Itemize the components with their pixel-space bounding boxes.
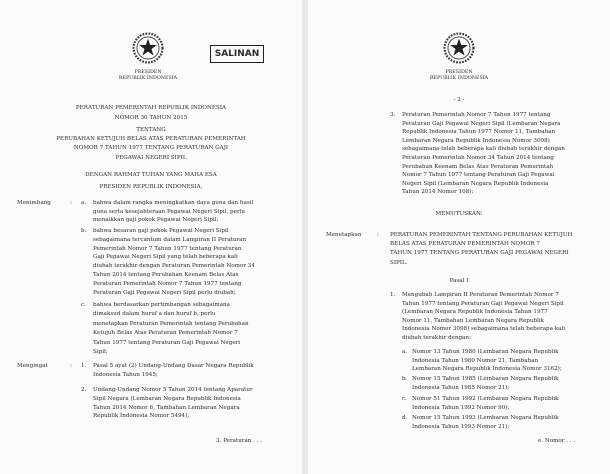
text-line: SIPIL.	[390, 259, 408, 266]
text-line: Tahun 2014 Nomor 108);	[402, 189, 474, 196]
text-line: bahwa berdasarkan pertimbangan sebagaimana	[93, 302, 230, 308]
title-line: PERUBAHAN KETUJUH BELAS ATAS PERATURAN PEMERINTAH	[56, 136, 246, 142]
text-line: Nomor 11, Tambahan Lembaran Negara Republik	[402, 317, 545, 324]
title-line: TENTANG	[136, 127, 166, 133]
title-line: NOMOR 30 TAHUN 2015	[114, 115, 188, 121]
garuda-star-emblem-icon	[442, 31, 476, 65]
text-line: Indonesia Nomor 3098) sebagaimana telah beberapa kali	[402, 326, 566, 333]
text-line: menetapkan Peraturan Pemerintah tentang Perubahan	[93, 320, 249, 327]
page-footer: e. Nomor . . .	[538, 438, 576, 444]
text-line: BELAS ATAS PERATURAN PEMERINTAH NOMOR 7	[390, 241, 540, 248]
menetapkan-label: Menetapkan	[326, 232, 362, 238]
text-line: sebagaimana tercantum dalam Lampiran II Peraturan	[93, 236, 247, 243]
republik-label: REPUBLIK INDONESIA	[429, 76, 489, 81]
item-label: c.	[81, 302, 86, 308]
text-line: Peraturan Pemerintah Nomor 7 Tahun 1977 tentang	[93, 280, 242, 287]
item-label: a.	[81, 200, 87, 206]
rahmat-line: DENGAN RAHMAT TUHAN YANG MAHA ESA	[85, 172, 217, 178]
text-line: Indonesia Tahun 1993 Nomor 21);	[412, 423, 510, 430]
text-line: Peraturan Pemerintah Nomor 7 Tahun 1977 tentang	[402, 112, 551, 118]
text-line: Lembaran Negara Republik Indonesia Nomor 3162);	[412, 366, 562, 373]
text-line: dimaksud dalam huruf a dan huruf b, perlu	[93, 311, 216, 318]
text-line: Tahun 1977 tentang Peraturan Gaji Pegawai Negeri	[93, 339, 241, 346]
text-line: Nomor 51 Tahun 1992 (Lembaran Negara Republik	[412, 396, 559, 402]
text-line: Negeri Sipil (Lembaran Negara Republik Indonesia	[402, 180, 549, 187]
text-line: diubah terakhir dengan:	[402, 335, 471, 341]
document-page-1	[0, 0, 302, 474]
text-line: bahwa dalam rangka meningkatkan daya guna dan hasil	[93, 200, 254, 206]
text-line: Peraturan Pemerintah Nomor 34 Tahun 2014 tentang	[402, 155, 554, 161]
text-line: guna serta kesejahteraan Pegawai Negeri Sipil, perlu	[93, 208, 246, 215]
republik-label: REPUBLIK INDONESIA	[118, 76, 178, 81]
title-line: PEGAWAI NEGERI SIPIL	[115, 155, 187, 161]
presiden-label: PRESIDEN	[134, 70, 162, 75]
text-line: PERATURAN PEMERINTAH TENTANG PERUBAHAN KETUJUH	[390, 232, 573, 238]
text-line: Tahun 2014 Nomor 6, Tambahan Lembaran Negara	[93, 404, 240, 411]
text-line: Lembaran Negara Republik Indonesia Nomor 3098)	[402, 137, 550, 144]
sub-item-label: d.	[402, 415, 408, 421]
text-line: Nomor 13 Tahun 1980 (Lembaran Negara Republik	[412, 349, 559, 355]
presiden-ri-line: PRESIDEN REPUBLIK INDONESIA,	[99, 184, 203, 190]
colon: :	[377, 232, 379, 238]
text-line: Gaji Pegawai Negeri Sipil yang telah beberapa kali	[93, 254, 238, 261]
text-line: diubah terakhir dengan Peraturan Pemerintah Nomor 34	[93, 263, 255, 270]
colon: :	[70, 200, 72, 206]
text-line: TAHUN 1977 TENTANG PERATURAN GAJI PEGAWAI NEGERI	[390, 250, 569, 257]
presiden-label: PRESIDEN	[445, 70, 473, 75]
text-line: Indonesia Tahun 1980 Nomor 21, Tambahan	[412, 357, 539, 364]
text-line: Nomor 15 Tahun 1993 (Lembaran Negara Republik	[412, 415, 559, 421]
text-line: Indonesia Tahun 1945;	[93, 371, 158, 378]
sub-item-label: c.	[402, 396, 407, 402]
text-line: bahwa besaran gaji pokok Pegawai Negeri Sipil	[93, 228, 229, 234]
item-label: 3.	[390, 112, 396, 118]
text-line: sebagaimana telah beberapa kali diubah terakhir dengan	[402, 146, 565, 153]
item-label: 1.	[81, 363, 87, 369]
text-line: Perubahan Keenam Belas Atas Peraturan Pemerintah	[402, 163, 554, 170]
text-line: Tahun 1977 tentang Peraturan Gaji Pegawai Negeri Sipil	[402, 300, 564, 307]
text-line: Mengubah Lampiran II Peraturan Pemerintah Nomor 7	[402, 292, 559, 298]
text-line: Tahun 2014 tentang Perubahan Keenam Belas Atas	[93, 272, 239, 278]
item-label: 2.	[81, 387, 87, 393]
text-line: Ketujuh Belas Atas Peraturan Pemerintah Nomor 7	[93, 330, 238, 337]
text-line: Peraturan Gaji Pegawai Negeri Sipil perlu diubah;	[93, 289, 236, 296]
text-line: Nomor 7 Tahun 1977 tentang Peraturan Gaji Pegawai	[402, 172, 555, 179]
text-line: Indonesia Tahun 1992 Nomor 90);	[412, 404, 510, 411]
text-line: Sipil Negara (Lembaran Negara Republik Indonesia	[93, 395, 241, 402]
colon: :	[70, 363, 72, 369]
text-line: Republik Indonesia Tahun 1977 Nomor 11, Tambahan	[402, 129, 556, 136]
page-number: - 2 -	[453, 97, 465, 103]
page-footer: 3. Peraturan . . .	[216, 438, 263, 444]
text-line: (Lembaran Negara Republik Indonesia Tahun 1977	[402, 309, 548, 316]
text-line: Indonesia Tahun 1985 Nomor 21);	[412, 384, 510, 391]
text-line: Republik Indonesia Nomor 5494);	[93, 413, 190, 420]
menimbang-label: Menimbang	[17, 200, 51, 206]
text-line: menaikkan gaji pokok Pegawai Negeri Sipil;	[93, 217, 219, 224]
item-label: 1.	[390, 292, 396, 298]
salinan-stamp: SALINAN	[210, 45, 264, 63]
sub-item-label: a.	[402, 349, 408, 355]
text-line: Peraturan Gaji Pegawai Negeri Sipil (Lembaran Negara	[402, 120, 561, 127]
pasal-heading: Pasal I	[449, 278, 469, 284]
item-label: b.	[81, 228, 87, 234]
mengingat-label: Mengingat	[17, 363, 48, 369]
title-line: NOMOR 7 TAHUN 1977 TENTANG PERATURAN GAJI	[73, 145, 229, 151]
text-line: Sipil;	[93, 349, 108, 355]
text-line: Nomor 15 Tahun 1985 (Lembaran Negara Republik	[412, 376, 559, 382]
text-line: Undang-Undang Nomor 5 Tahun 2014 tentang Aparatur	[93, 387, 253, 393]
text-line: Pasal 5 ayat (2) Undang-Undang Dasar Negara Republik	[93, 363, 254, 369]
garuda-star-emblem-icon	[131, 31, 165, 65]
document-page-2	[308, 0, 610, 474]
sub-item-label: b.	[402, 376, 408, 382]
memutuskan-heading: MEMUTUSKAN:	[435, 211, 483, 217]
text-line: Pemerintah Nomor 7 Tahun 1977 tentang Peraturan	[93, 245, 242, 252]
title-line: PERATURAN PEMERINTAH REPUBLIK INDONESIA	[75, 105, 227, 111]
